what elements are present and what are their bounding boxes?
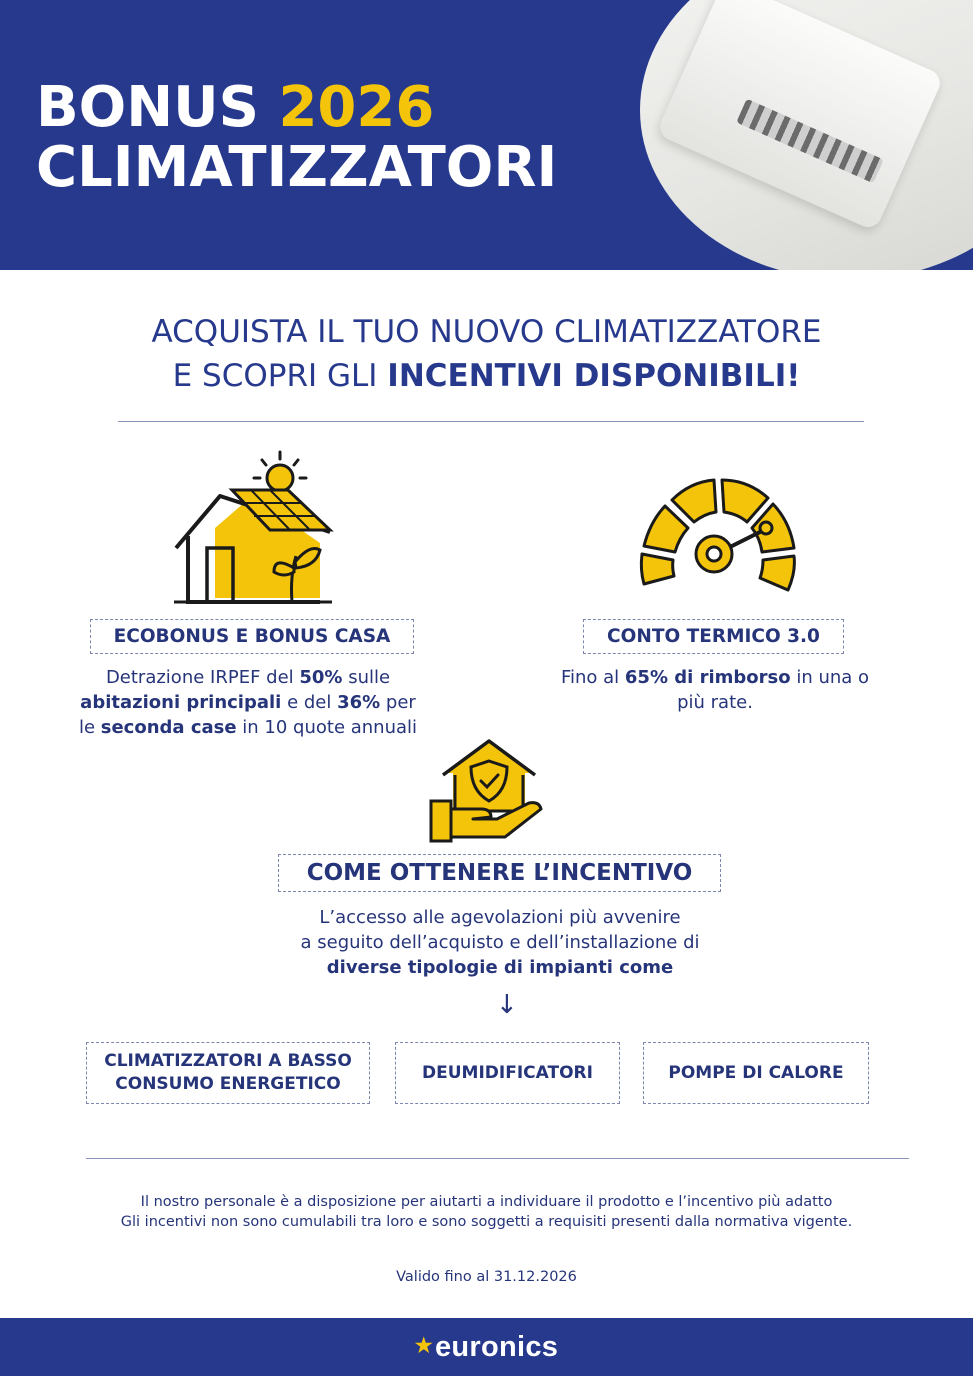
headline-line1: ACQUISTA IL TUO NUOVO CLIMATIZZATORE — [151, 314, 822, 350]
come-ottenere-description — [200, 905, 800, 980]
conto-termico-segment: in una o più rate. — [677, 667, 870, 713]
category-climatizzatori — [86, 1042, 370, 1104]
ecobonus-title: ECOBONUS E BONUS CASA — [113, 626, 391, 647]
air-conditioner-unit — [656, 0, 944, 231]
ecobonus-segment: e del — [281, 692, 338, 713]
headline-line2-plain: E SCOPRI GLI — [172, 358, 388, 394]
ecobonus-segment: in 10 quote annuali — [236, 717, 418, 738]
divider-top — [118, 421, 864, 422]
conto-termico-title: CONTO TERMICO 3.0 — [607, 626, 820, 647]
conto-termico-segment: 65% di rimborso — [624, 667, 791, 688]
gauge-icon — [634, 472, 796, 606]
title-word: BONUS — [36, 75, 259, 140]
title-year: 2026 — [278, 75, 435, 140]
category-deumidificatori — [395, 1042, 620, 1104]
come-ottenere-line3: diverse tipologie di impianti come — [326, 957, 674, 978]
title-line2: CLIMATIZZATORI — [36, 135, 558, 200]
euronics-logo — [415, 1331, 559, 1364]
ecobonus-segment: 50% — [299, 667, 343, 688]
ecobonus-description — [78, 665, 418, 740]
conto-termico-description — [560, 665, 870, 715]
conto-termico-title-box — [583, 619, 844, 654]
headline-line2 — [0, 354, 973, 398]
footer-bar — [0, 1318, 973, 1376]
category-climatizzatori-line2: CONSUMO ENERGETICO — [115, 1074, 341, 1094]
hand-house-shield-icon — [425, 733, 545, 845]
ecobonus-segment: seconda case — [100, 717, 237, 738]
validity-text: Valido fino al 31.12.2026 — [396, 1269, 577, 1285]
category-pompe-di-calore-label: POMPE DI CALORE — [668, 1063, 844, 1083]
star-icon: ★ — [414, 1334, 433, 1357]
footer-notes — [0, 1192, 973, 1232]
ecobonus-segment: sulle — [342, 667, 391, 688]
logo-text: euronics — [434, 1330, 559, 1363]
footer-note-1: Il nostro personale è a disposizione per aiutarti a individuare il prodotto e l’incentivo più adatto — [140, 1194, 833, 1210]
house-solar-icon — [170, 448, 335, 606]
category-deumidificatori-label: DEUMIDIFICATORI — [422, 1063, 593, 1083]
divider-bottom — [86, 1158, 909, 1159]
page-title — [36, 75, 558, 200]
category-pompe-di-calore — [643, 1042, 869, 1104]
come-ottenere-line2: a seguito dell’acquisto e dell’installazione di — [300, 932, 700, 953]
category-climatizzatori-line1: CLIMATIZZATORI A BASSO — [104, 1051, 352, 1071]
footer-note-2: Gli incentivi non sono cumulabili tra loro e sono soggetti a requisiti presenti dalla normativa vigente. — [120, 1214, 853, 1230]
air-conditioner-photo — [640, 0, 973, 270]
ecobonus-segment: abitazioni principali — [80, 692, 282, 713]
ecobonus-segment: per le — [78, 692, 416, 738]
ecobonus-title-box — [90, 619, 414, 654]
ecobonus-segment: 36% — [337, 692, 381, 713]
headline — [0, 310, 973, 398]
header-banner — [0, 0, 973, 270]
ecobonus-segment: Detrazione IRPEF del — [105, 667, 300, 688]
come-ottenere-title-box — [278, 854, 721, 892]
conto-termico-segment: Fino al — [560, 667, 625, 688]
headline-line2-bold: INCENTIVI DISPONIBILI! — [387, 358, 801, 394]
down-arrow-icon: ↓ — [496, 990, 518, 1020]
come-ottenere-line1: L’accesso alle agevolazioni più avvenire — [319, 907, 681, 928]
come-ottenere-title: COME OTTENERE L’INCENTIVO — [306, 860, 693, 886]
